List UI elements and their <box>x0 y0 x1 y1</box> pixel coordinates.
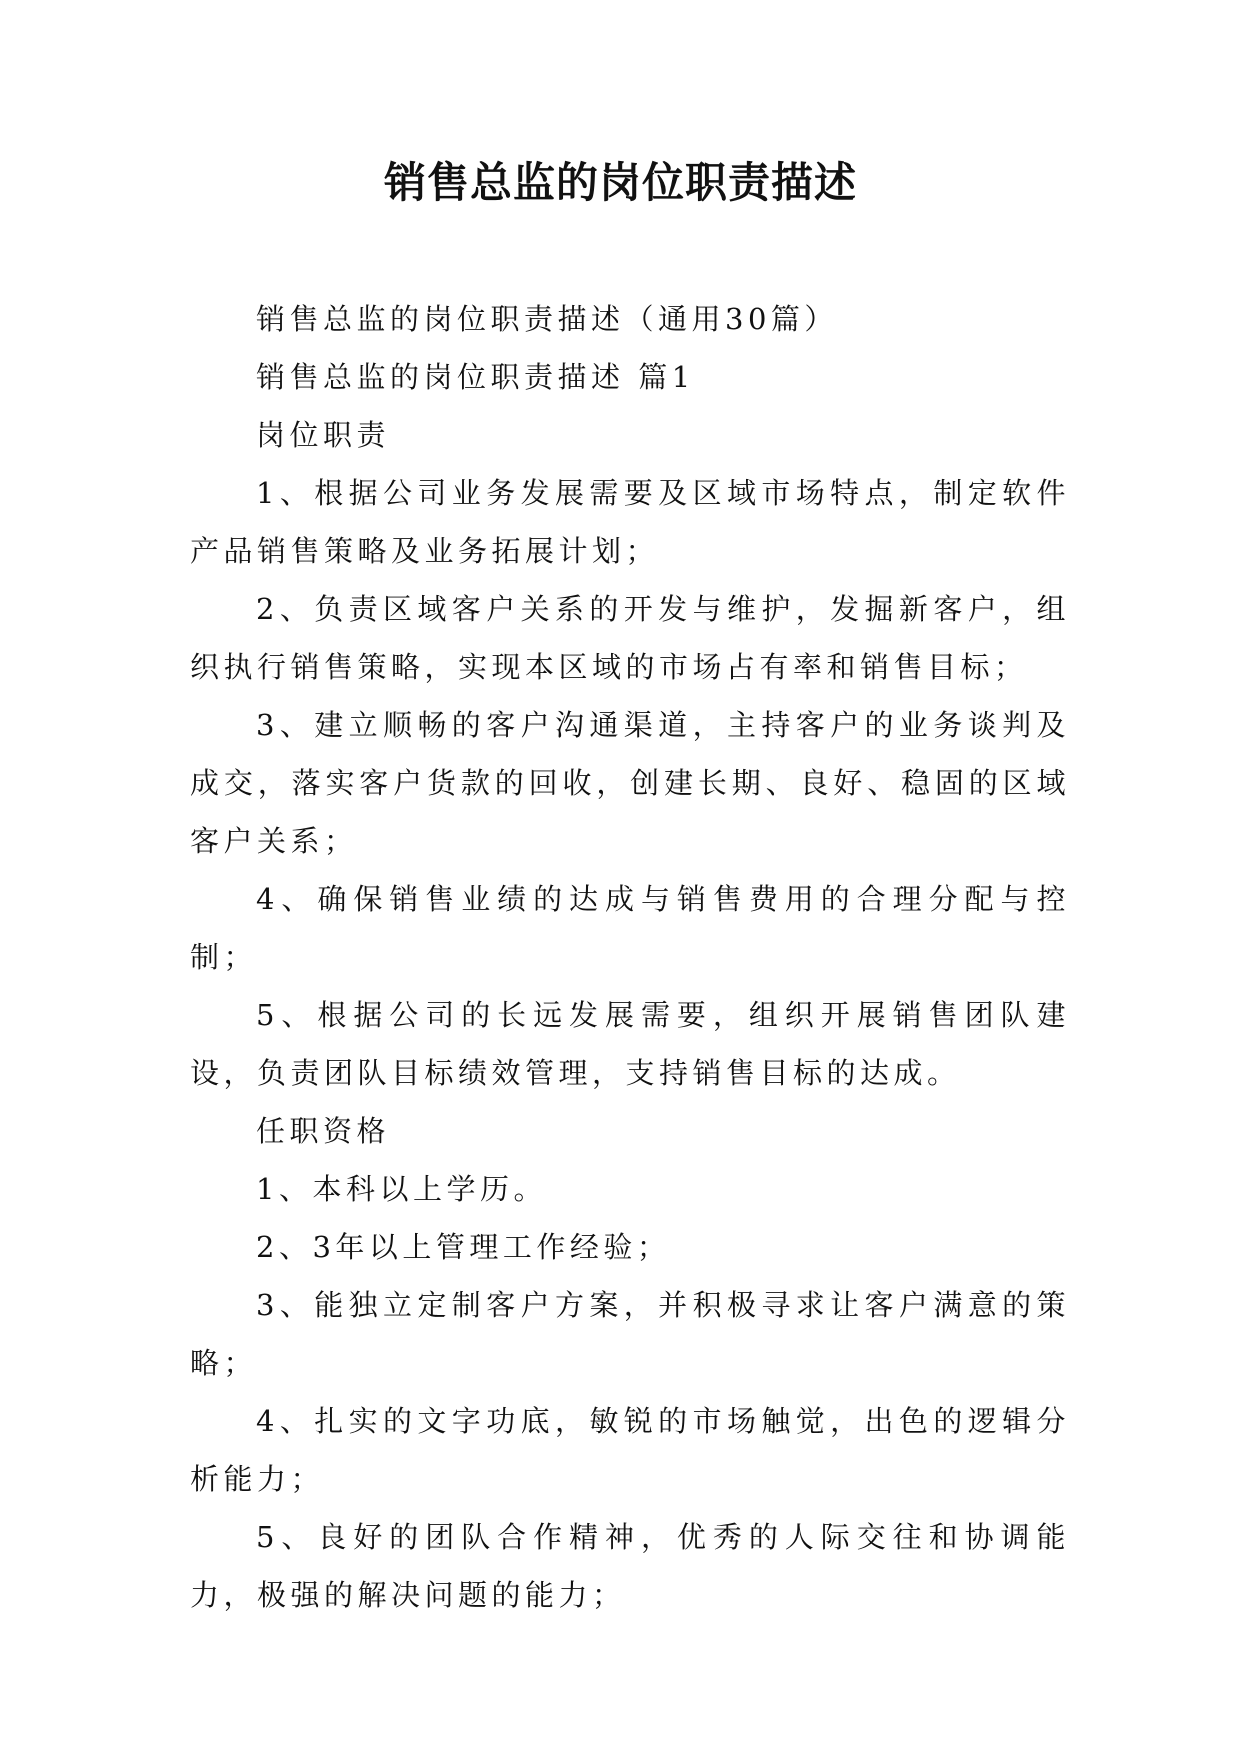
document-body <box>190 290 1070 1624</box>
document-title: 销售总监的岗位职责描述 <box>383 158 857 207</box>
responsibility-item-2: 2、负责区域客户关系的开发与维护，发掘新客户，组织执行销售策略，实现本区域的市场占有率和销售目标； <box>190 592 1070 684</box>
heading-qualifications: 任职资格 <box>256 1114 391 1148</box>
responsibility-item-4: 4、确保销售业绩的达成与销售费用的合理分配与控制； <box>190 882 1070 974</box>
responsibility-item-1: 1、根据公司业务发展需要及区域市场特点，制定软件产品销售策略及业务拓展计划； <box>190 476 1070 568</box>
qualification-item-1: 1、本科以上学历。 <box>256 1172 547 1206</box>
responsibility-item-3: 3、建立顺畅的客户沟通渠道，主持客户的业务谈判及成交，落实客户货款的回收，创建长期、良好、稳固的区域客户关系； <box>190 708 1070 858</box>
section-heading-part1: 销售总监的岗位职责描述 篇1 <box>256 360 695 394</box>
qualification-item-3: 3、能独立定制客户方案，并积极寻求让客户满意的策略； <box>190 1288 1070 1380</box>
qualification-item-4: 4、扎实的文字功底，敏锐的市场触觉，出色的逻辑分析能力； <box>190 1404 1070 1496</box>
heading-responsibilities: 岗位职责 <box>256 418 391 452</box>
qualification-item-5: 5、良好的团队合作精神，优秀的人际交往和协调能力，极强的解决问题的能力； <box>190 1520 1070 1612</box>
responsibility-item-5: 5、根据公司的长远发展需要，组织开展销售团队建设，负责团队目标绩效管理，支持销售目标的达成。 <box>190 998 1070 1090</box>
qualification-item-2: 2、3年以上管理工作经验； <box>256 1230 671 1264</box>
subtitle-line: 销售总监的岗位职责描述（通用30篇） <box>256 302 838 336</box>
